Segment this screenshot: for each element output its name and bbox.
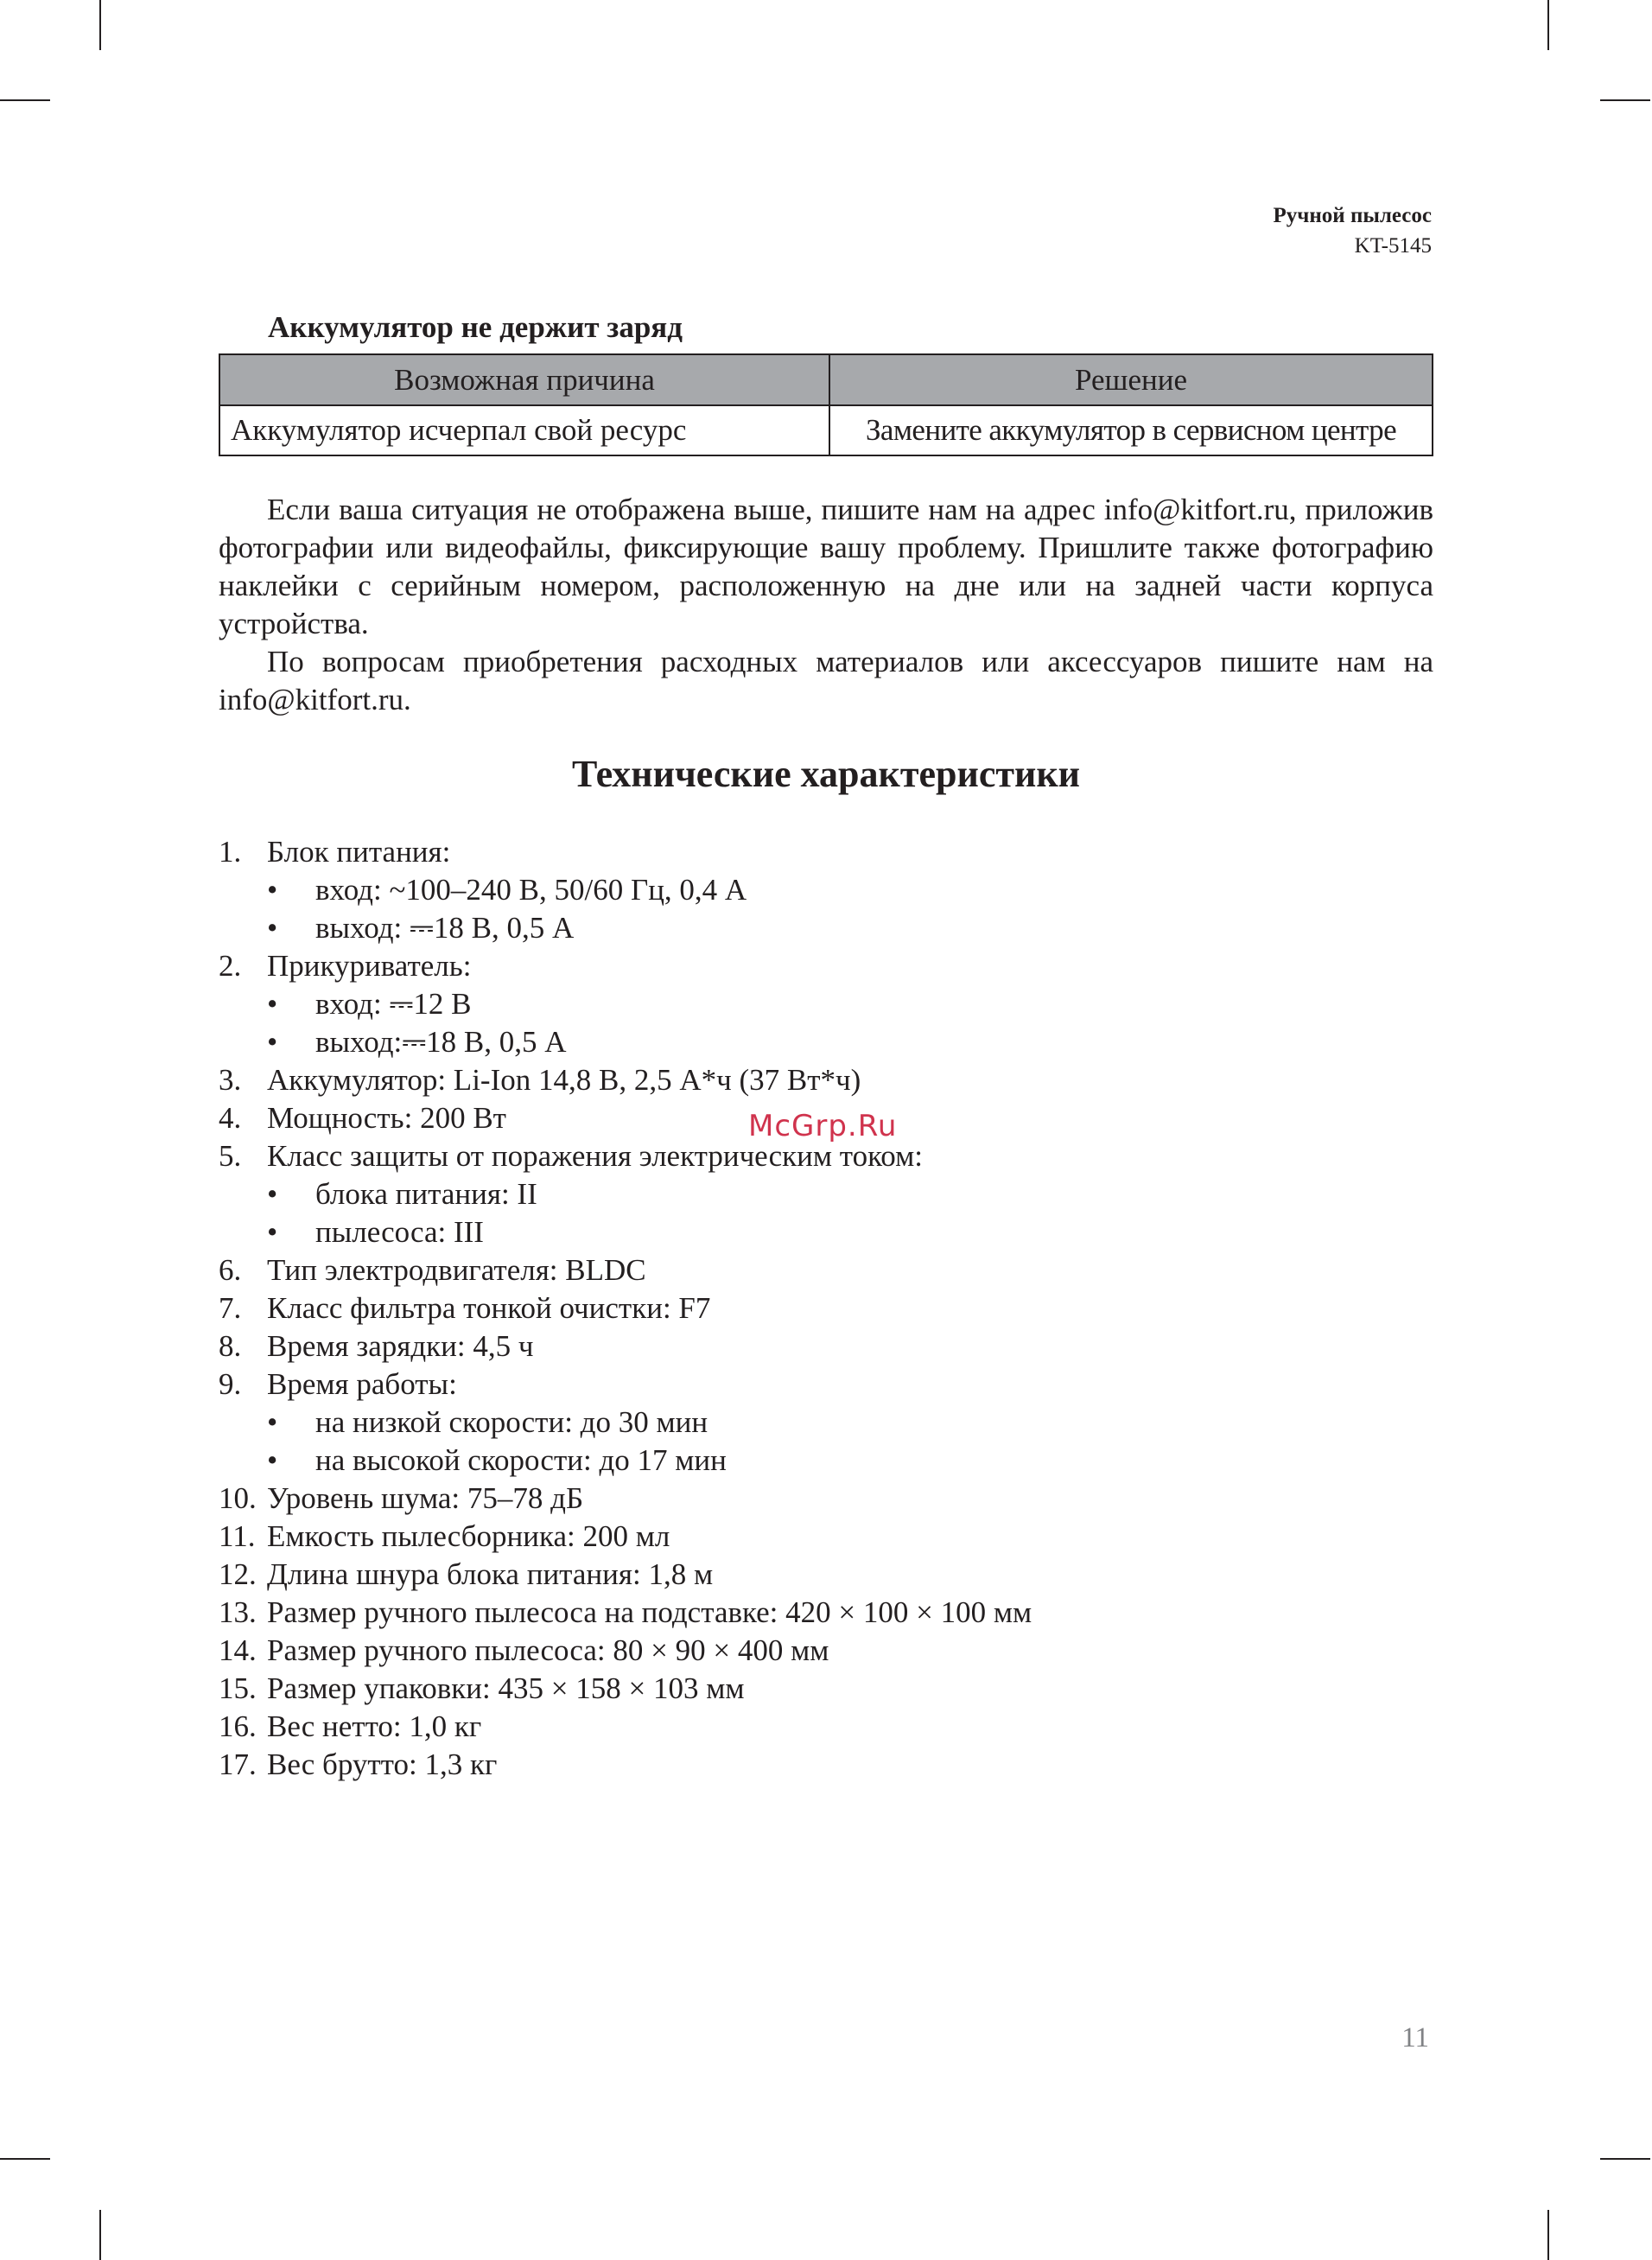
bullet-icon: • <box>267 911 278 945</box>
spec-text: Прикуриватель: <box>267 949 472 983</box>
spec-number: 15. <box>219 1671 257 1705</box>
spec-text: Время зарядки: 4,5 ч <box>267 1329 534 1363</box>
crop-mark <box>0 99 50 101</box>
spec-subitem <box>219 909 1433 947</box>
bullet-icon: • <box>267 873 278 907</box>
spec-number: 6. <box>219 1253 242 1287</box>
spec-text: Размер ручного пылесоса на подставке: 420 × 100 × 100 мм <box>267 1595 1032 1629</box>
spec-subitem <box>219 871 1433 909</box>
spec-number: 3. <box>219 1063 242 1097</box>
spec-subitem-text: выход: ⎓18 В, 0,5 А <box>315 911 575 945</box>
trouble-title: Аккумулятор не держит заряд <box>268 310 683 344</box>
spec-number: 4. <box>219 1101 242 1135</box>
spec-item <box>219 1251 1433 1289</box>
spec-text: Длина шнура блока питания: 1,8 м <box>267 1557 714 1591</box>
spec-number: 7. <box>219 1291 242 1325</box>
spec-item <box>219 1366 1433 1404</box>
spec-subitem <box>219 1023 1433 1061</box>
page-number: 11 <box>1401 2022 1429 2053</box>
spec-item <box>219 1518 1433 1556</box>
spec-text: Вес брутто: 1,3 кг <box>267 1748 498 1781</box>
spec-text: Емкость пылесборника: 200 мл <box>267 1519 670 1553</box>
spec-item <box>219 947 1433 985</box>
spec-item <box>219 1556 1433 1594</box>
accessories-paragraph: По вопросам приобретения расходных материалов или аксессуаров пишите нам на info@kitfort.ru. <box>219 645 1433 716</box>
spec-number: 17. <box>219 1748 257 1781</box>
spec-text: Аккумулятор: Li-Ion 14,8 В, 2,5 А*ч (37 Вт*ч) <box>267 1063 861 1097</box>
spec-text: Класс защиты от поражения электрическим током: <box>267 1139 924 1173</box>
spec-item <box>219 1327 1433 1366</box>
spec-text: Уровень шума: 75–78 дБ <box>267 1481 584 1515</box>
bullet-icon: • <box>267 1025 278 1059</box>
spec-number: 16. <box>219 1709 257 1743</box>
spec-number: 2. <box>219 949 242 983</box>
spec-number: 12. <box>219 1557 257 1591</box>
spec-number: 1. <box>219 835 242 869</box>
table-header-row <box>219 354 1433 405</box>
cell-solution: Замените аккумулятор в сервисном центре <box>829 405 1433 455</box>
spec-number: 5. <box>219 1139 242 1173</box>
spec-subitem-text: на низкой скорости: до 30 мин <box>315 1405 708 1439</box>
spec-item <box>219 1708 1433 1746</box>
spec-subitem <box>219 985 1433 1023</box>
watermark: McGrp.Ru <box>748 1109 898 1143</box>
spec-text: Размер упаковки: 435 × 158 × 103 мм <box>267 1671 745 1705</box>
crop-mark <box>0 2158 50 2160</box>
crop-mark <box>1600 99 1650 101</box>
spec-number: 10. <box>219 1481 257 1515</box>
crop-mark <box>1547 0 1549 50</box>
spec-number: 9. <box>219 1367 242 1401</box>
spec-number: 13. <box>219 1595 257 1629</box>
spec-text: Размер ручного пылесоса: 80 × 90 × 400 мм <box>267 1633 829 1667</box>
spec-subitem-text: пылесоса: III <box>315 1215 484 1249</box>
spec-text: Время работы: <box>267 1367 457 1401</box>
spec-subitem <box>219 1175 1433 1213</box>
spec-text: Мощность: 200 Вт <box>267 1101 506 1135</box>
spec-text: Вес нетто: 1,0 кг <box>267 1709 482 1743</box>
bullet-icon: • <box>267 1405 278 1439</box>
spec-subitem <box>219 1442 1433 1480</box>
spec-item <box>219 1746 1433 1784</box>
spec-subitem <box>219 1404 1433 1442</box>
contact-paragraph: Если ваша ситуация не отображена выше, пишите нам на адрес info@kitfort.ru, приложив фотографии или видеофайлы, фиксирующие вашу проблему. Пришлите также фотографию наклейки с серийным номером, расположенную на дне или на задней части корпуса устройства. <box>219 493 1433 640</box>
spec-item <box>219 1670 1433 1708</box>
bullet-icon: • <box>267 987 278 1021</box>
specs-list <box>219 833 1433 1784</box>
spec-subitem <box>219 1213 1433 1251</box>
column-header-solution: Решение <box>829 354 1433 405</box>
bullet-icon: • <box>267 1215 278 1249</box>
column-header-cause: Возможная причина <box>219 354 829 405</box>
spec-number: 11. <box>219 1519 256 1553</box>
header-model: KT-5145 <box>1354 234 1432 258</box>
spec-text: Класс фильтра тонкой очистки: F7 <box>267 1291 711 1325</box>
spec-number: 14. <box>219 1633 257 1667</box>
crop-mark <box>99 0 101 50</box>
spec-subitem-text: на высокой скорости: до 17 мин <box>315 1443 727 1477</box>
spec-subitem-text: выход:⎓18 В, 0,5 А <box>315 1025 567 1059</box>
specs-title: Технические характеристики <box>571 753 1081 795</box>
spec-subitem-text: блока питания: II <box>315 1177 537 1211</box>
crop-mark <box>1600 2158 1650 2160</box>
crop-mark <box>1547 2210 1549 2260</box>
spec-subitem-text: вход: ⎓12 В <box>315 987 472 1021</box>
spec-text: Блок питания: <box>267 835 451 869</box>
spec-item <box>219 833 1433 871</box>
bullet-icon: • <box>267 1443 278 1477</box>
spec-number: 8. <box>219 1329 242 1363</box>
trouble-table <box>219 353 1433 456</box>
header-product: Ручной пылесос <box>1273 204 1432 227</box>
spec-item <box>219 1289 1433 1327</box>
crop-mark <box>99 2210 101 2260</box>
running-header <box>1274 201 1432 261</box>
spec-subitem-text: вход: ~100–240 В, 50/60 Гц, 0,4 А <box>315 873 747 907</box>
cell-cause: Аккумулятор исчерпал свой ресурс <box>219 405 829 455</box>
spec-text: Тип электродвигателя: BLDC <box>267 1253 646 1287</box>
table-row <box>219 405 1433 455</box>
spec-item <box>219 1594 1433 1632</box>
spec-item <box>219 1480 1433 1518</box>
spec-item <box>219 1061 1433 1099</box>
bullet-icon: • <box>267 1177 278 1211</box>
spec-item <box>219 1632 1433 1670</box>
